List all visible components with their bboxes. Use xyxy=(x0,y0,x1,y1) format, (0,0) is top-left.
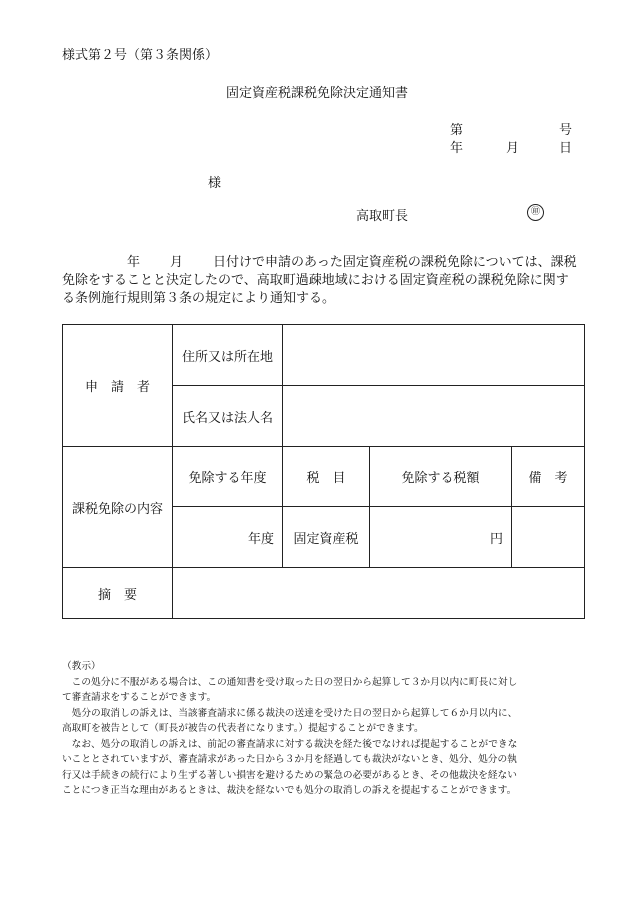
notice-body xyxy=(62,254,584,308)
address-label: 住所又は所在地 xyxy=(173,325,283,386)
notes-line: なお、処分の取消しの訴えは、前記の審査請求に対する裁決を経た後でなければ提起することができな xyxy=(62,738,518,750)
body-line-3: る条例施行規則第３条の規定により通知する。 xyxy=(62,291,336,306)
exemption-form-table xyxy=(62,324,585,619)
number-prefix: 第 xyxy=(450,123,464,138)
remarks-field[interactable] xyxy=(512,507,585,568)
col-exempt-amount: 免除する税額 xyxy=(370,447,512,507)
notes-line: て審査請求をすることができます。 xyxy=(62,692,217,703)
notes-line: この処分に不服がある場合は、この通知書を受け取った日の翌日から起算して３か月以内に町長に対し xyxy=(62,676,518,688)
notes-line: 高取町を被告として（町長が被告の代表者になります。）提起することができます。 xyxy=(62,723,424,734)
body-year: 年 xyxy=(127,255,141,270)
col-exempt-year: 免除する年度 xyxy=(173,447,283,507)
notes-line: 行又は手続きの続行により生ずる著しい損害を避けるための緊急の必要があるとき、その他裁決を経ない xyxy=(62,769,517,781)
notes-line: 処分の取消しの訴えは、当該審査請求に係る裁決の送達を受けた日の翌日から起算して６か月以内に、 xyxy=(62,707,518,719)
seal-mark: ㊞ xyxy=(527,204,544,221)
col-remarks: 備 考 xyxy=(512,447,585,507)
body-line-1-text: 日付けで申請のあった固定資産税の課税免除については、課税 xyxy=(213,255,577,270)
notes-heading: （教示） xyxy=(62,661,101,672)
issuer-name: 高取町長 xyxy=(356,209,409,224)
exempt-amount-field[interactable]: 円 xyxy=(370,507,512,568)
date-month: 月 xyxy=(506,141,520,156)
exempt-year-field[interactable]: 年度 xyxy=(173,507,283,568)
applicant-label: 申 請 者 xyxy=(63,325,173,447)
name-label: 氏名又は法人名 xyxy=(173,386,283,447)
addressee-honorific: 様 xyxy=(208,176,222,191)
number-suffix: 号 xyxy=(559,123,573,138)
form-number: 様式第２号（第３条関係） xyxy=(62,48,219,63)
notes-line: ことにつき正当な理由があるときは、裁決を経ないでも処分の取消しの訴えを提起することができます。 xyxy=(62,785,517,796)
body-month: 月 xyxy=(170,255,184,270)
date-day: 日 xyxy=(559,141,573,156)
summary-field[interactable] xyxy=(173,568,585,619)
col-tax-item: 税 目 xyxy=(283,447,370,507)
tax-item-value: 固定資産税 xyxy=(283,507,370,568)
summary-label: 摘 要 xyxy=(63,568,173,619)
instruction-notes xyxy=(62,659,586,799)
body-line-1 xyxy=(62,254,584,272)
exemption-content-label: 課税免除の内容 xyxy=(63,447,173,568)
notes-line: いこととされていますが、審査請求があった日から３か月を経過しても裁決がないとき、処分、処分の執 xyxy=(62,754,517,765)
date-year: 年 xyxy=(450,141,464,156)
address-field[interactable] xyxy=(283,325,585,386)
name-field[interactable] xyxy=(283,386,585,447)
document-title: 固定資産税課税免除決定通知書 xyxy=(226,86,409,101)
body-line-2: 免除をすることと決定したので、高取町過疎地域における固定資産税の課税免除に関す xyxy=(62,273,569,288)
